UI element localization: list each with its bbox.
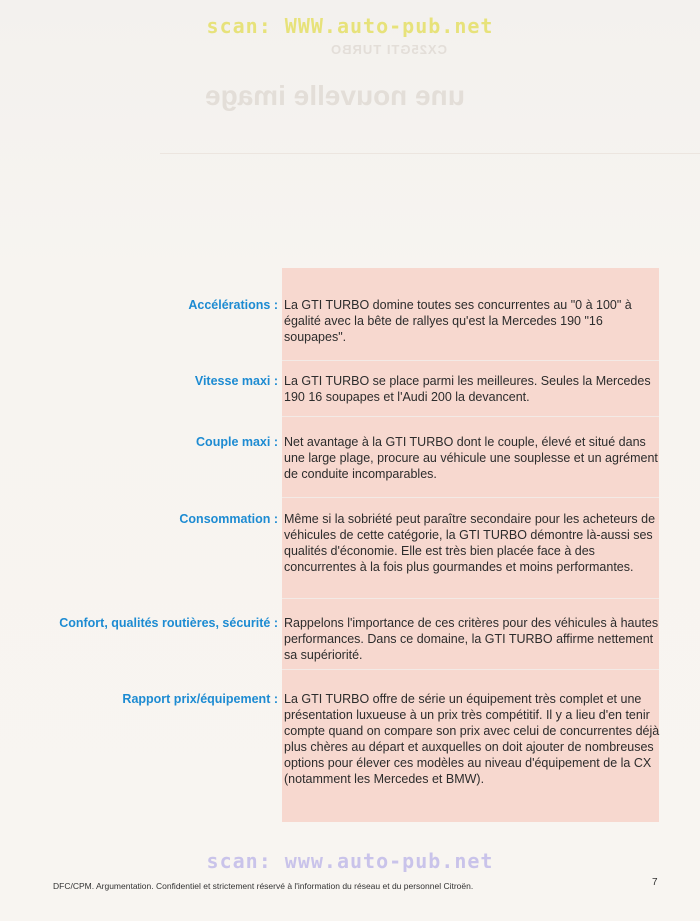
page-number: 7 — [652, 877, 658, 888]
row-text-confort: Rappelons l'importance de ces critères pour des véhicules à hautes performances. Dans ce domaine, la GTI TURBO affirme nettement sa supériorité. — [284, 616, 659, 662]
row-text-vitesse-maxi: La GTI TURBO se place parmi les meilleures. Seules la Mercedes 190 16 soupapes et l'Audi 200 la devancent. — [284, 374, 651, 404]
row-text-rapport: La GTI TURBO offre de série un équipement très complet et une présentation luxueuse à un prix très compétitif. Il y a lieu d'en tenir compte quand on compare son prix avec celui de concurrentes déjà plus chères au départ et auxquelles on doit ajouter de nombreuses options pour élever ces modèles au niveau d'équipement de la CX (notamment les Mercedes et BMW). — [284, 692, 660, 786]
header-divider — [160, 153, 700, 154]
watermark-top: scan: WWW.auto-pub.net — [206, 14, 494, 38]
show-through-title: une nouvelle image — [205, 80, 465, 111]
footer-note: DFC/CPM. Argumentation. Confidentiel et strictement réservé à l'information du réseau et du personnel Citroën. — [53, 881, 474, 891]
row-label-accelerations: Accélérations : — [188, 298, 278, 312]
row-label-consommation: Consommation : — [179, 512, 278, 526]
row-label-couple-maxi: Couple maxi : — [196, 435, 278, 449]
row-text-accelerations: La GTI TURBO domine toutes ses concurrentes au "0 à 100" à égalité avec la bête de rallyes qu'est la Mercedes 190 "16 soupapes". — [284, 298, 632, 344]
row-label-rapport: Rapport prix/équipement : — [122, 692, 278, 706]
watermark-bottom: scan: www.auto-pub.net — [206, 849, 494, 873]
show-through-header: CX25GTI TURBO — [330, 42, 448, 57]
row-text-couple-maxi: Net avantage à la GTI TURBO dont le couple, élevé et situé dans une large plage, procure au véhicule une souplesse et un agrément de conduite incomparables. — [284, 435, 658, 481]
row-text-consommation: Même si la sobriété peut paraître secondaire pour les acheteurs de véhicules de cette catégorie, la GTI TURBO démontre là-aussi ses qualités d'économie. Elle est très bien placée face à des concurrentes à la fois plus gourmandes et moins performantes. — [284, 512, 656, 574]
row-label-vitesse-maxi: Vitesse maxi : — [194, 374, 278, 388]
row-label-confort: Confort, qualités routières, sécurité : — [59, 616, 278, 630]
